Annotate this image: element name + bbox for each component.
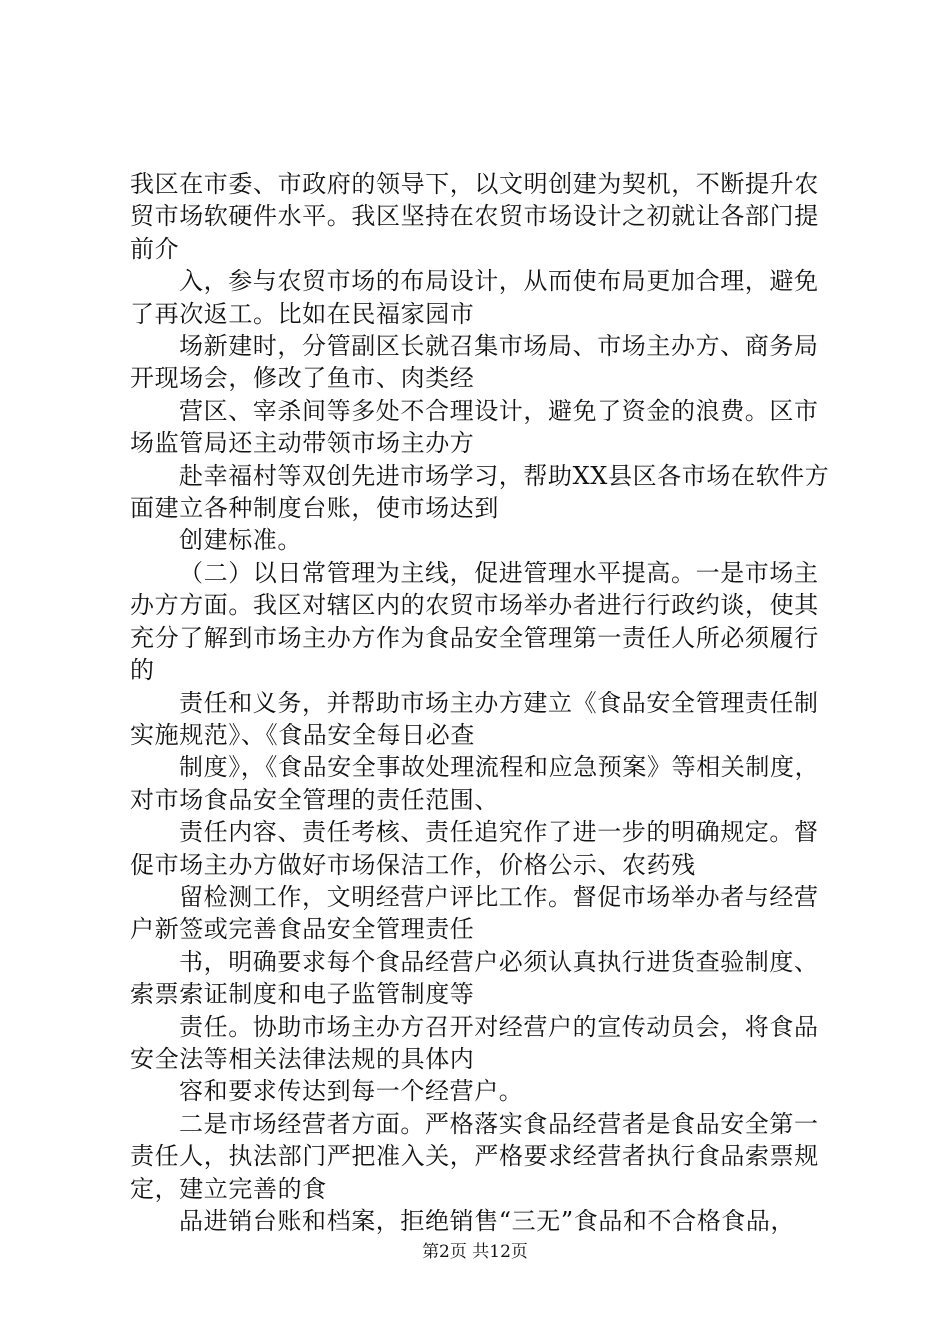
paragraph-10: 责任内容、责任考核、责任追究作了进一步的明确规定。督促市场主办方做好市场保洁工作，价格公示、农药残 — [130, 818, 819, 879]
paragraph-13: 责任。协助市场主办方召开对经营户的宣传动员会，将食品安全法等相关法律法规的具体内 — [130, 1012, 819, 1073]
page-number-footer: 第2页 共12页 — [422, 1242, 528, 1262]
document-body — [130, 168, 840, 1237]
paragraph-2: 入，参与农贸市场的布局设计，从而使布局更加合理，避免了再次返工。比如在民福家园市 — [130, 267, 819, 328]
paragraph-12: 书，明确要求每个食品经营户必须认真执行进货查验制度、索票索证制度和电子监管制度等 — [130, 947, 819, 1009]
paragraph-11: 留检测工作，文明经营户评比工作。督促市场举办者与经营户新签或完善食品安全管理责任 — [130, 882, 819, 944]
paragraph-1: 我区在市委、市政府的领导下，以文明创建为契机，不断提升农贸市场软硬件水平。我区坚持在农贸市场设计之初就让各部门提前介 — [130, 170, 819, 263]
paragraph-16: 品进销台账和档案，拒绝销售“三无”食品和不合格食品， — [179, 1207, 796, 1235]
paragraph-7: （二）以日常管理为主线，促进管理水平提高。一是市场主办方方面。我区对辖区内的农贸市场举办者进行行政约谈，使其充分了解到市场主办方作为食品安全管理第一责任人所必须履行的 — [130, 558, 819, 685]
paragraph-14: 容和要求传达到每一个经营户。 — [179, 1077, 524, 1106]
paragraph-8: 责任和义务，并帮助市场主办方建立《食品安全管理责任制实施规范》、《食品安全每日必查 — [130, 688, 819, 749]
paragraph-5: 赴幸福村等双创先进市场学习，帮助XX县区各市场在软件方面建立各种制度台账，使市场达到 — [130, 461, 830, 523]
paragraph-9: 制度》，《食品安全事故处理流程和应急预案》等相关制度，对市场食品安全管理的责任范围、 — [130, 753, 820, 814]
paragraph-6: 创建标准。 — [179, 526, 302, 555]
paragraph-4: 营区、宰杀间等多处不合理设计，避免了资金的浪费。区市场监管局还主动带领市场主办方 — [130, 396, 819, 458]
paragraph-3: 场新建时，分管副区长就召集市场局、市场主办方、商务局开现场会，修改了鱼市、肉类经 — [130, 332, 819, 393]
paragraph-15: 二是市场经营者方面。严格落实食品经营者是食品安全第一责任人，执法部门严把准入关，严格要求经营者执行食品索票规定，建立完善的食 — [130, 1109, 819, 1203]
